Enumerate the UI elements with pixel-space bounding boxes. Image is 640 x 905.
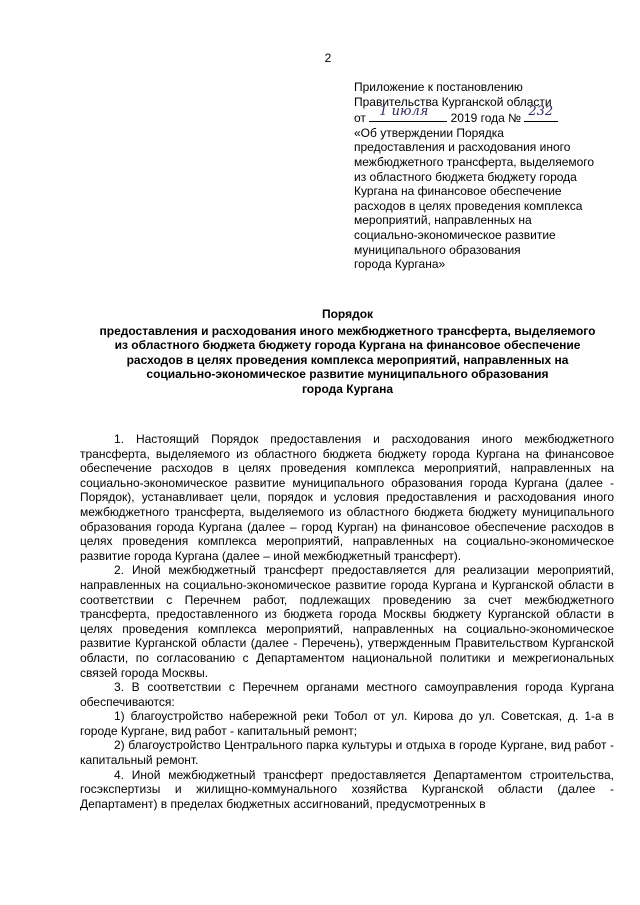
- document-body: [80, 432, 614, 811]
- date-prefix: от: [354, 111, 366, 126]
- document-title: [80, 307, 615, 397]
- title-line: социально-экономическое развитие муниципального образования: [146, 367, 549, 382]
- paragraph-2: 2. Иной межбюджетный трансферт предоставляется для реализации мероприятий, направленных на социально-экономическое развитие города Кургана и Курганской области в соответствии с Перечнем работ, подлежащих проведению за счет межбюджетного трансферта, предоставленного из бюджета города Москвы бюджету Курганской области в целях проведения комплекса мероприятий, направленных на социально-экономическое развитие Курганской области (далее - Перечень), утвержденным Правительством Курганской области, по согласованию с Департаментом национальной политики и межрегиональных связей города Москвы.: [80, 563, 614, 680]
- appendix-line-2: Правительства Курганской области: [354, 94, 552, 109]
- appendix-quote-line: «Об утверждении Порядка: [354, 125, 504, 140]
- appendix-header: [354, 80, 614, 272]
- title-line: города Кургана: [301, 381, 394, 396]
- appendix-line-1: Приложение к постановлению: [354, 80, 523, 94]
- appendix-quote-line: города Кургана»: [354, 257, 446, 272]
- title-line: предоставления и расходования иного межбюджетного трансферта, выделяемого: [99, 323, 596, 338]
- date-day-handwritten: 1 июля: [379, 104, 429, 120]
- appendix-quote-line: расходов в целях проведения комплекса: [354, 198, 583, 213]
- doc-number-blank: [524, 104, 558, 122]
- paragraph-3: 3. В соответствии с Перечнем органами местного самоуправления города Кургана обеспечиваются:: [80, 680, 614, 709]
- appendix-quote-line: из областного бюджета бюджету города: [354, 169, 577, 184]
- appendix-date-line: [354, 104, 614, 126]
- appendix-quote-line: Кургана на финансовое обеспечение: [354, 184, 562, 199]
- appendix-quote-line: мероприятий, направленных на: [354, 213, 532, 228]
- list-item-2: 2) благоустройство Центрального парка культуры и отдыха в городе Кургане, вид работ - капитальный ремонт.: [80, 738, 614, 768]
- page-number: 2: [324, 51, 332, 65]
- date-day-blank: [369, 104, 447, 122]
- date-year: 2019 года №: [450, 111, 522, 126]
- doc-number-handwritten: 232: [528, 104, 554, 120]
- appendix-quote-line: межбюджетного трансферта, выделяемого: [354, 154, 595, 169]
- appendix-quote-line: муниципального образования: [354, 242, 521, 257]
- paragraph-4: 4. Иной межбюджетный трансферт предоставляется Департаментом строительства, госэкспертизы и жилищно-коммунального хозяйства Курганской области (далее - Департамент) в пределах бюджетных ассигнований, предусмотренных в: [80, 767, 614, 811]
- title-line: из областного бюджета бюджету города Кургана на финансовое обеспечение: [114, 338, 581, 353]
- title-line: расходов в целях проведения комплекса мероприятий, направленных на: [126, 352, 569, 367]
- appendix-quote-line: предоставления и расходования иного: [354, 140, 571, 155]
- list-item-1: 1) благоустройство набережной реки Тобол от ул. Кирова до ул. Советская, д. 1-а в городе Кургане, вид работ - капитальный ремонт;: [80, 709, 614, 738]
- appendix-quote-line: социально-экономическое развитие: [354, 227, 556, 242]
- title-heading: Порядок: [321, 307, 374, 321]
- paragraph-1: 1. Настоящий Порядок предоставления и расходования иного межбюджетного трансферта, выделяемого из областного бюджета бюджету города Кургана на финансовое обеспечение расходов в целях проведения комплекса мероприятий, направленных на социально-экономическое развитие муниципального образования города Кургана (далее - Порядок), устанавливает цели, порядок и условия предоставления и расходования иного межбюджетного трансферта, выделяемого из областного бюджета бюджету муниципального образования города Кургана (далее – город Курган) на финансовое обеспечение расходов в целях проведения комплекса мероприятий, направленных на социально-экономическое развитие города Кургана (далее – иной межбюджетный трансферт).: [80, 432, 614, 563]
